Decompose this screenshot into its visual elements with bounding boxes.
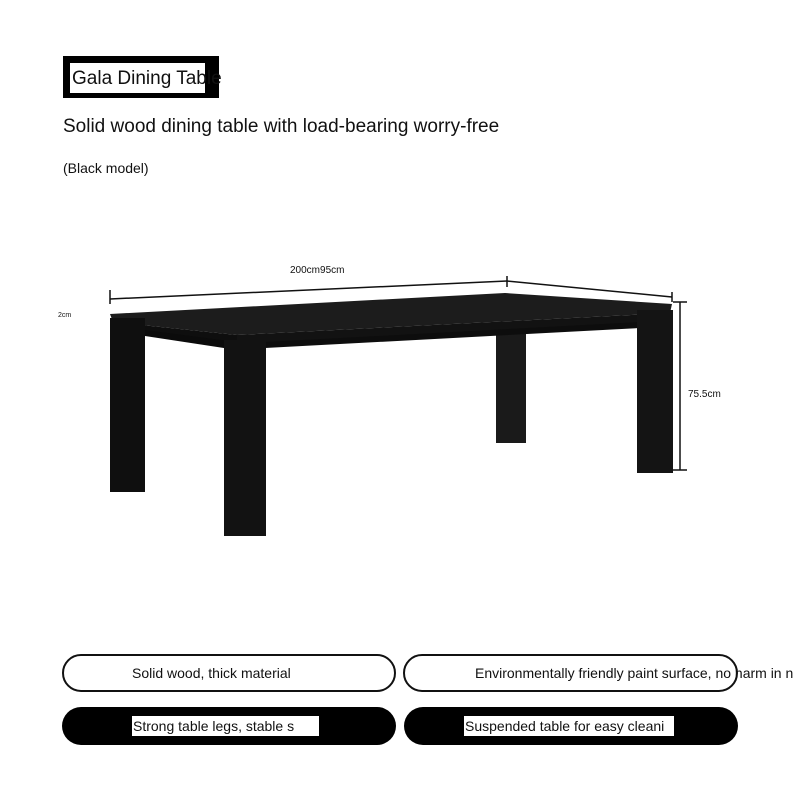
feature-label: Strong table legs, stable s [132,716,319,736]
product-subtitle: Solid wood dining table with load-bearing worry-free [63,116,500,137]
table-leg-front-center [224,340,266,536]
dimension-label-height: 75.5cm [688,389,721,400]
dimension-label-length: 200cm95cm [290,265,345,276]
table-leg-front-right [637,310,673,473]
feature-label: Suspended table for easy cleani [464,716,674,736]
product-title: Gala Dining Table [72,68,222,89]
feature-pill-eco-paint [403,654,794,692]
table-leg-front-left [110,318,145,492]
feature-label: Solid wood, thick material [132,665,291,681]
product-model: (Black model) [63,160,149,176]
dimension-label-thickness: 2cm [58,312,72,319]
table-leg-back-left [496,325,526,443]
feature-pill-easy-cleaning [404,707,738,745]
dimension-line-depth [507,281,672,297]
feature-label: Environmentally friendly paint surface, no harm in n [475,665,794,681]
feature-pill-strong-legs [62,707,396,745]
feature-pill-solid-wood [62,654,396,692]
